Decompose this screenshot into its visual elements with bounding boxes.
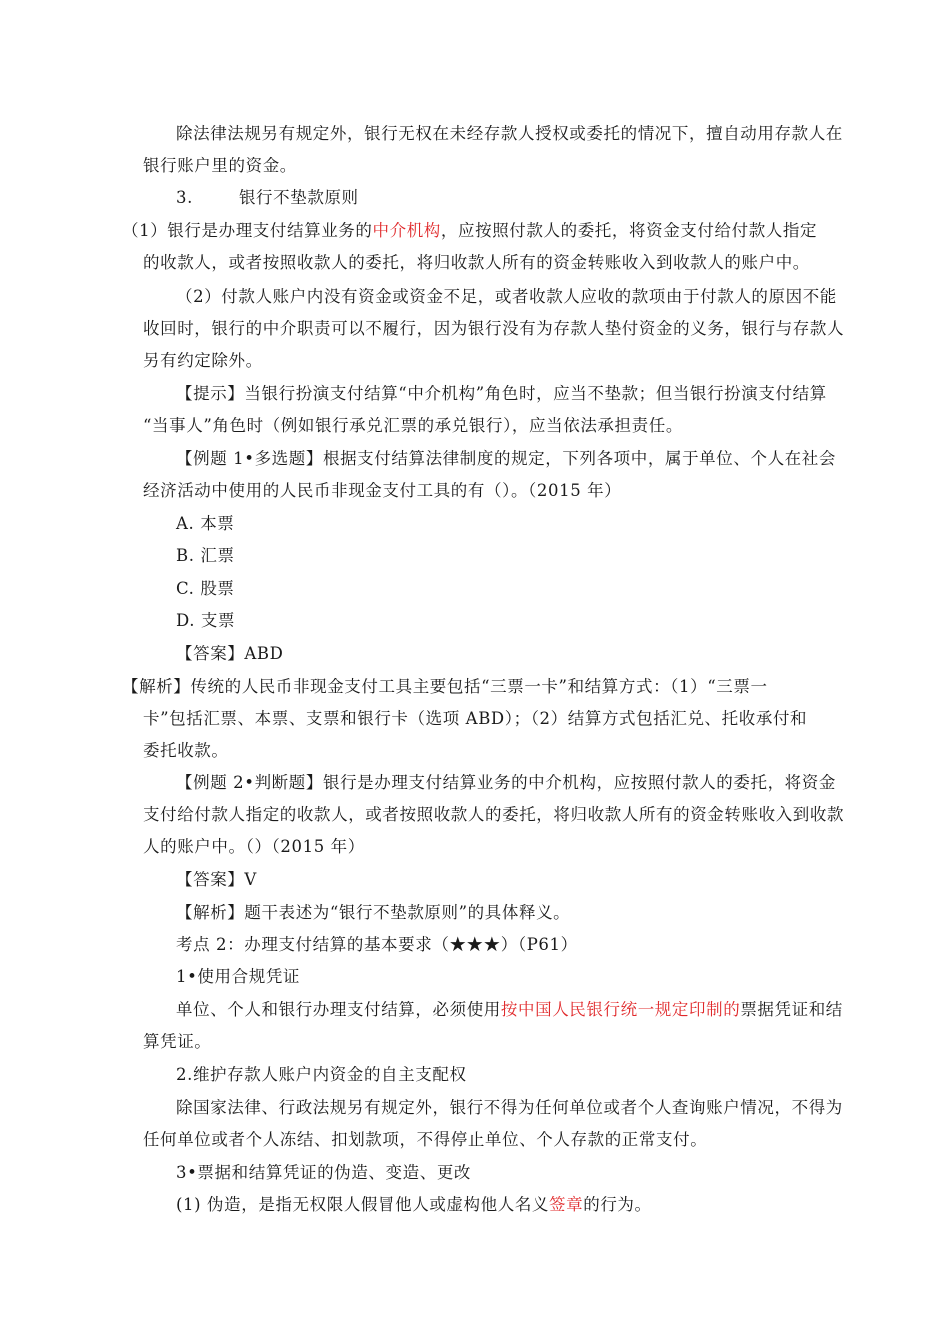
- subsection-title: 1•使用合规凭证: [176, 967, 301, 986]
- paragraph-line: 任何单位或者个人冻结、扣划款项，不得停止单位、个人存款的正常支付。: [143, 1130, 708, 1149]
- option-item: C. 股票: [176, 579, 235, 598]
- paragraph-line: 收回时，银行的中介职责可以不履行，因为银行没有为存款人垫付资金的义务，银行与存款人: [143, 319, 845, 338]
- subsection-title: 2.维护存款人账户内资金的自主支配权: [176, 1065, 467, 1084]
- paragraph-line: 银行账户里的资金。: [143, 156, 297, 175]
- example-question: 人的账户中。（）（2015 年）: [143, 837, 365, 856]
- paragraph-line: 另有约定除外。: [143, 351, 263, 370]
- option-item: D. 支票: [176, 611, 236, 630]
- highlight-text: 按中国人民银行统一规定印制的: [500, 1000, 741, 1019]
- paragraph-line: 算凭证。: [143, 1032, 212, 1051]
- answer-line: 【答案】ABD: [176, 644, 284, 663]
- topic-heading: 考点 2：办理支付结算的基本要求（★★★）（P61）: [176, 935, 578, 954]
- tip-line: 【提示】当银行扮演支付结算“中介机构”角色时，应当不垫款；但当银行扮演支付结算: [176, 384, 827, 403]
- highlight-text: 签章: [549, 1195, 584, 1214]
- section-heading: [176, 187, 359, 209]
- section-title: 银行不垫款原则: [238, 188, 359, 207]
- explanation-line: 【解析】传统的人民币非现金支付工具主要包括“三票一卡”和结算方式：（1）“三票一: [122, 677, 768, 696]
- paragraph-line: 单位、个人和银行办理支付结算，必须使用按中国人民银行统一规定印制的票据凭证和结: [176, 1000, 843, 1019]
- example-question: 经济活动中使用的人民币非现金支付工具的有（）。（2015 年）: [143, 481, 622, 500]
- option-item: B. 汇票: [176, 546, 235, 565]
- answer-line: 【答案】V: [176, 870, 257, 889]
- paragraph-line: （1）银行是办理支付结算业务的中介机构，应按照付款人的委托，将资金支付给付款人指定: [122, 221, 818, 240]
- explanation-line: 【解析】题干表述为“银行不垫款原则”的具体释义。: [176, 903, 571, 922]
- paragraph-line: (1) 伪造，是指无权限人假冒他人或虚构他人名义签章的行为。: [176, 1195, 652, 1214]
- explanation-line: 委托收款。: [143, 741, 229, 760]
- highlight-text: 中介机构: [372, 221, 441, 240]
- paragraph-line: 除国家法律、行政法规另有规定外，银行不得为任何单位或者个人查询账户情况，不得为: [176, 1098, 843, 1117]
- example-question: 支付给付款人指定的收款人，或者按照收款人的委托，将归收款人所有的资金转账收入到收款: [143, 805, 845, 824]
- example-question: 【例题 2•判断题】银行是办理支付结算业务的中介机构，应按照付款人的委托，将资金: [176, 773, 836, 792]
- explanation-line: 卡”包括汇票、本票、支票和银行卡（选项 ABD）；（2）结算方式包括汇兑、托收承付和: [143, 709, 808, 728]
- example-question: 【例题 1•多选题】根据支付结算法律制度的规定，下列各项中，属于单位、个人在社会: [176, 449, 836, 468]
- paragraph-line: 除法律法规另有规定外，银行无权在未经存款人授权或委托的情况下，擅自动用存款人在: [176, 124, 843, 143]
- option-item: A. 本票: [176, 514, 235, 533]
- paragraph-line: 的收款人，或者按照收款人的委托，将归收款人所有的资金转账收入到收款人的账户中。: [143, 253, 810, 272]
- tip-line: “当事人”角色时（例如银行承兑汇票的承兑银行），应当依法承担责任。: [143, 416, 683, 435]
- subsection-title: 3•票据和结算凭证的伪造、变造、更改: [176, 1163, 472, 1182]
- section-number: 3.: [176, 188, 193, 207]
- paragraph-line: （2）付款人账户内没有资金或资金不足，或者收款人应收的款项由于付款人的原因不能: [176, 287, 837, 306]
